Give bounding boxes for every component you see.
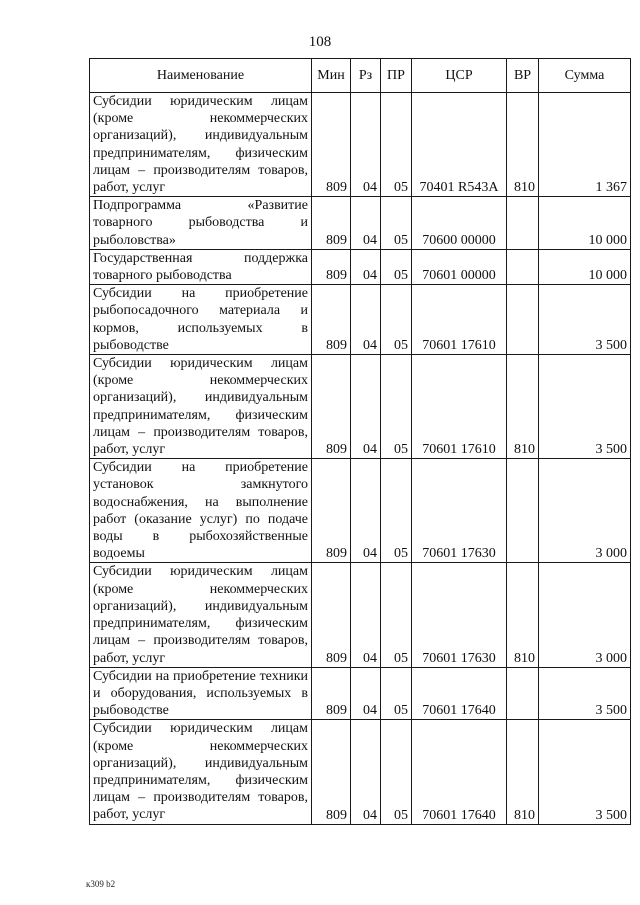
cell-sum: 10 000 bbox=[539, 197, 631, 250]
cell-sum: 3 500 bbox=[539, 720, 631, 824]
cell-vr bbox=[507, 285, 539, 355]
table-row bbox=[90, 355, 631, 459]
header-pr: ПР bbox=[381, 59, 412, 93]
cell-name: Субсидии юридическим лицам (кроме некоммерческих организаций), индивидуальным предпринимателям, физическим лицам – производителям товаров, работ, услуг bbox=[90, 720, 312, 824]
cell-pr: 05 bbox=[381, 285, 412, 355]
cell-sum: 3 000 bbox=[539, 563, 631, 667]
cell-rz: 04 bbox=[351, 667, 381, 720]
table-row bbox=[90, 93, 631, 197]
cell-name: Субсидии на приобретение рыбопосадочного материала и кормов, используемых в рыбоводстве bbox=[90, 285, 312, 355]
cell-sum: 3 000 bbox=[539, 459, 631, 563]
cell-min: 809 bbox=[312, 667, 351, 720]
cell-csr: 70601 00000 bbox=[412, 249, 507, 284]
cell-csr: 70601 17640 bbox=[412, 720, 507, 824]
table-row bbox=[90, 249, 631, 284]
cell-name: Субсидии юридическим лицам (кроме некоммерческих организаций), индивидуальным предпринимателям, физическим лицам – производителям товаров, работ, услуг bbox=[90, 93, 312, 197]
cell-name: Субсидии на приобретение техники и оборудования, используемых в рыбоводстве bbox=[90, 667, 312, 720]
header-name: Наименование bbox=[90, 59, 312, 93]
cell-pr: 05 bbox=[381, 197, 412, 250]
cell-csr: 70401 R543A bbox=[412, 93, 507, 197]
cell-pr: 05 bbox=[381, 249, 412, 284]
budget-table bbox=[89, 58, 631, 825]
cell-rz: 04 bbox=[351, 285, 381, 355]
cell-vr: 810 bbox=[507, 720, 539, 824]
cell-sum: 3 500 bbox=[539, 285, 631, 355]
cell-csr: 70601 17630 bbox=[412, 563, 507, 667]
cell-min: 809 bbox=[312, 197, 351, 250]
cell-rz: 04 bbox=[351, 93, 381, 197]
cell-sum: 10 000 bbox=[539, 249, 631, 284]
header-min: Мин bbox=[312, 59, 351, 93]
cell-pr: 05 bbox=[381, 720, 412, 824]
cell-name: Субсидии на приобретение установок замкнутого водоснабжения, на выполнение работ (оказание услуг) по подаче воды в рыбохозяйственные водоемы bbox=[90, 459, 312, 563]
cell-pr: 05 bbox=[381, 667, 412, 720]
cell-sum: 1 367 bbox=[539, 93, 631, 197]
cell-pr: 05 bbox=[381, 93, 412, 197]
cell-pr: 05 bbox=[381, 355, 412, 459]
cell-name: Подпрограмма «Развитие товарного рыбоводства и рыболовства» bbox=[90, 197, 312, 250]
cell-pr: 05 bbox=[381, 459, 412, 563]
cell-csr: 70601 17640 bbox=[412, 667, 507, 720]
table-row bbox=[90, 197, 631, 250]
cell-min: 809 bbox=[312, 355, 351, 459]
cell-name: Государственная поддержка товарного рыбоводства bbox=[90, 249, 312, 284]
cell-min: 809 bbox=[312, 563, 351, 667]
cell-min: 809 bbox=[312, 285, 351, 355]
page-number: 108 bbox=[308, 34, 332, 50]
header-vr: ВР bbox=[507, 59, 539, 93]
header-sum: Сумма bbox=[539, 59, 631, 93]
cell-pr: 05 bbox=[381, 563, 412, 667]
table-row bbox=[90, 563, 631, 667]
cell-rz: 04 bbox=[351, 249, 381, 284]
cell-csr: 70601 17610 bbox=[412, 285, 507, 355]
cell-rz: 04 bbox=[351, 720, 381, 824]
cell-rz: 04 bbox=[351, 355, 381, 459]
cell-vr bbox=[507, 459, 539, 563]
cell-csr: 70601 17610 bbox=[412, 355, 507, 459]
cell-vr: 810 bbox=[507, 355, 539, 459]
cell-csr: 70601 17630 bbox=[412, 459, 507, 563]
cell-vr bbox=[507, 667, 539, 720]
cell-sum: 3 500 bbox=[539, 355, 631, 459]
cell-rz: 04 bbox=[351, 197, 381, 250]
cell-sum: 3 500 bbox=[539, 667, 631, 720]
cell-name: Субсидии юридическим лицам (кроме некоммерческих организаций), индивидуальным предпринимателям, физическим лицам – производителям товаров, работ, услуг bbox=[90, 563, 312, 667]
cell-rz: 04 bbox=[351, 459, 381, 563]
cell-min: 809 bbox=[312, 459, 351, 563]
cell-vr: 810 bbox=[507, 93, 539, 197]
header-csr: ЦСР bbox=[412, 59, 507, 93]
cell-vr: 810 bbox=[507, 563, 539, 667]
footer-code: к309 b2 bbox=[86, 879, 116, 889]
cell-vr bbox=[507, 249, 539, 284]
cell-min: 809 bbox=[312, 249, 351, 284]
table-row bbox=[90, 285, 631, 355]
table-row bbox=[90, 720, 631, 824]
header-rz: Рз bbox=[351, 59, 381, 93]
cell-min: 809 bbox=[312, 93, 351, 197]
table-header-row bbox=[90, 59, 631, 93]
table-row bbox=[90, 459, 631, 563]
cell-rz: 04 bbox=[351, 563, 381, 667]
table-row bbox=[90, 667, 631, 720]
cell-min: 809 bbox=[312, 720, 351, 824]
cell-csr: 70600 00000 bbox=[412, 197, 507, 250]
cell-vr bbox=[507, 197, 539, 250]
cell-name: Субсидии юридическим лицам (кроме некоммерческих организаций), индивидуальным предпринимателям, физическим лицам – производителям товаров, работ, услуг bbox=[90, 355, 312, 459]
